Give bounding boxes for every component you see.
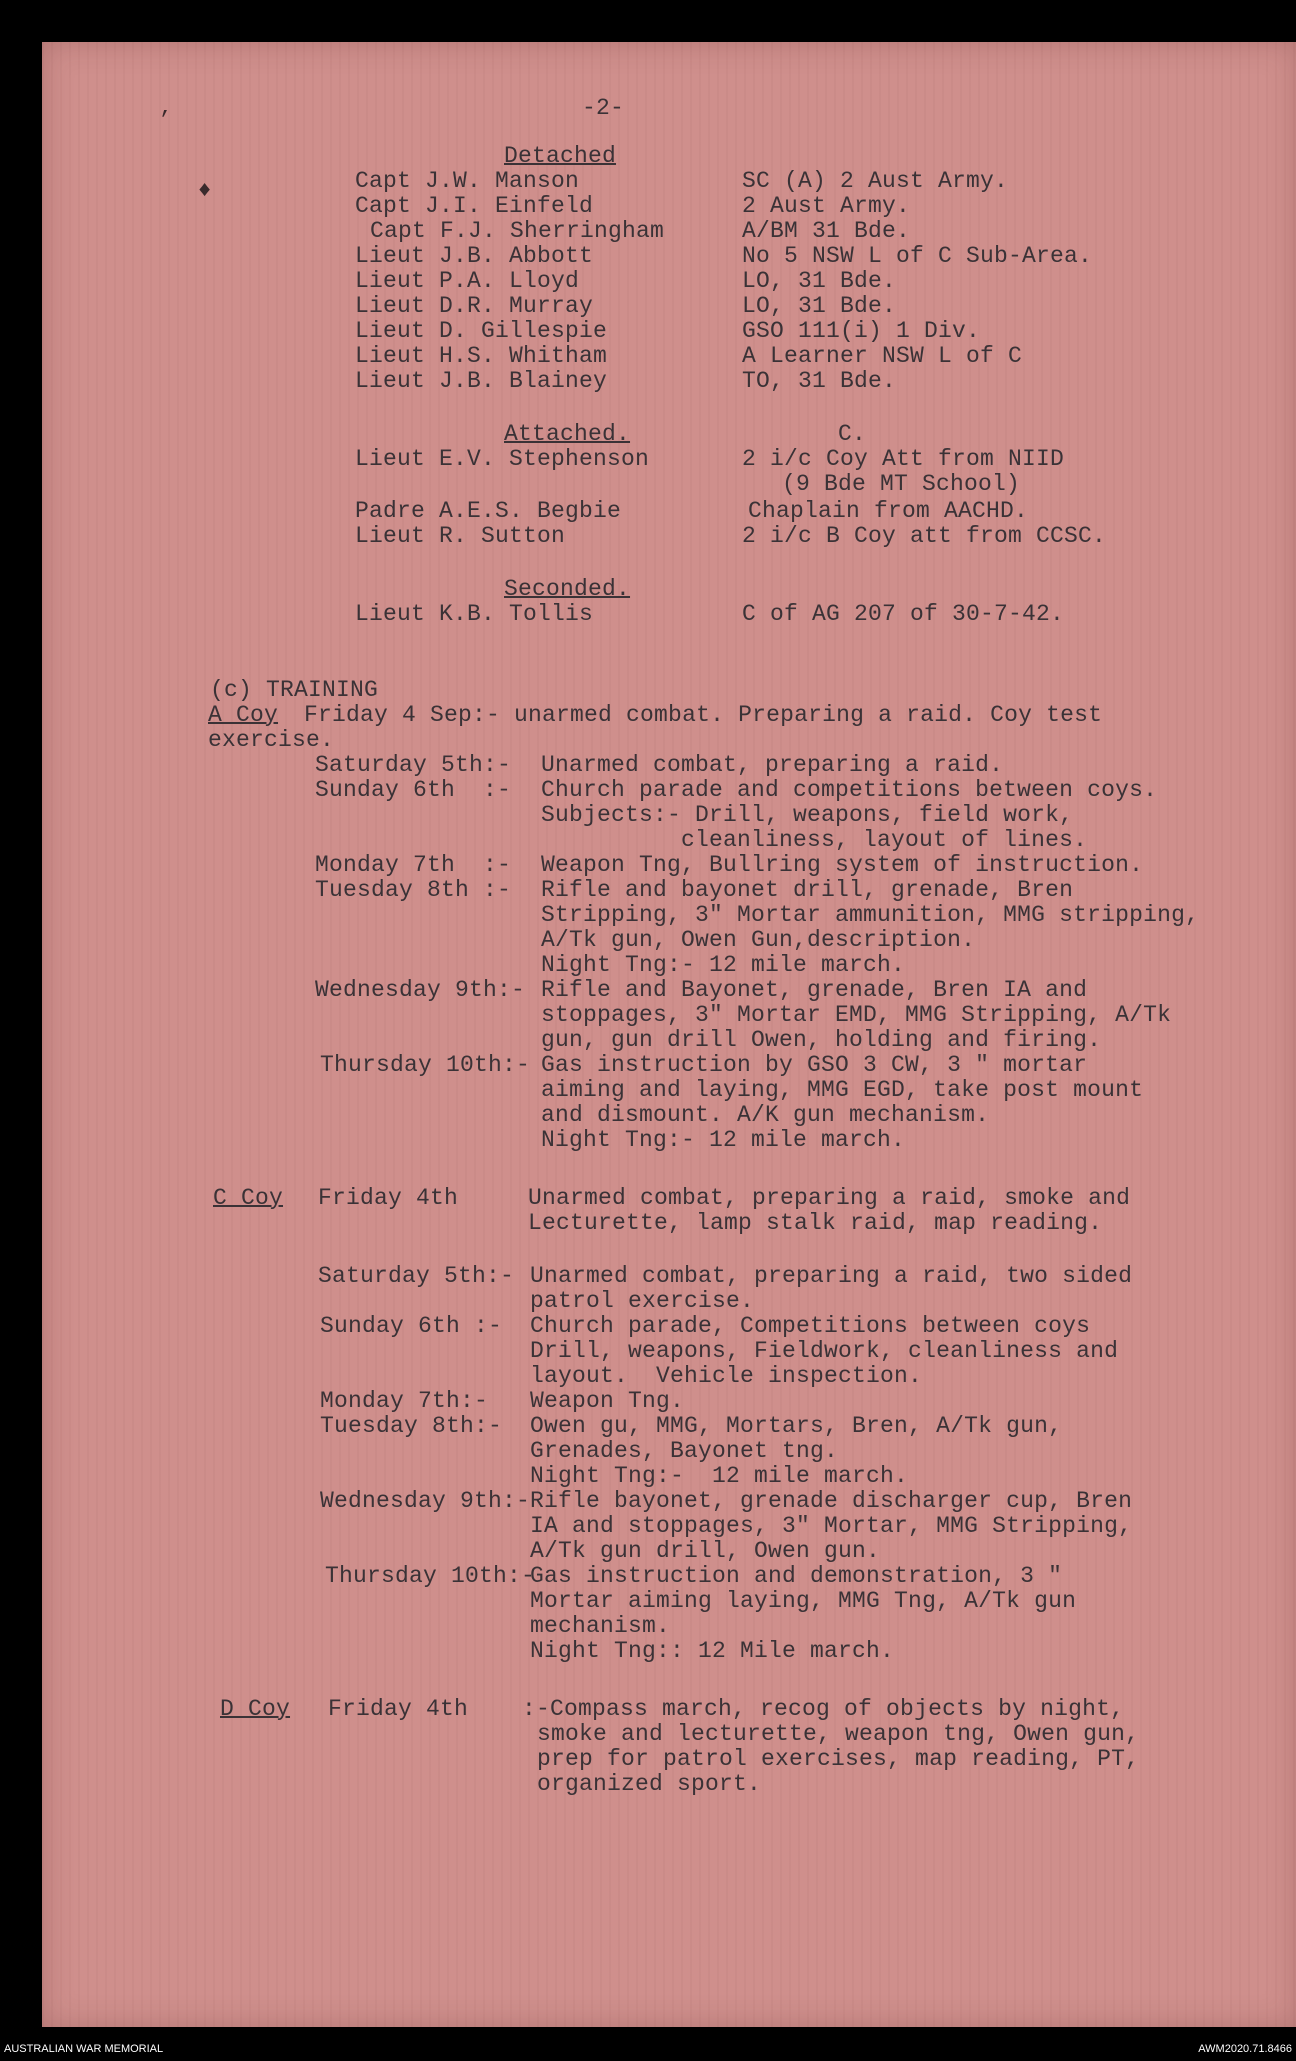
c-coy-text: Night Tng:: 12 Mile march. [530, 1638, 895, 1664]
footer-institution: AUSTRALIAN WAR MEMORIAL [4, 2043, 164, 2055]
detached-role: LO, 31 Bde. [742, 293, 897, 319]
detached-role: No 5 NSW L of C Sub-Area. [742, 243, 1093, 269]
a-coy-day: Sunday 6th :- [315, 777, 512, 803]
detached-name: Lieut J.B. Abbott [355, 243, 594, 269]
a-coy-text: gun, gun drill Owen, holding and firing. [541, 1027, 1102, 1053]
c-coy-text: Weapon Tng. [530, 1388, 685, 1414]
detached-name: Capt J.I. Einfeld [355, 193, 594, 219]
detached-role: TO, 31 Bde. [742, 368, 897, 394]
detached-role: GSO 111(i) 1 Div. [742, 318, 981, 344]
c-coy-day: Monday 7th:- [320, 1388, 489, 1414]
c-coy-text: Owen gu, MMG, Mortars, Bren, A/Tk gun, [530, 1413, 1063, 1439]
detached-role: A/BM 31 Bde. [742, 218, 911, 244]
a-coy-text: Subjects:- Drill, weapons, field work, [541, 802, 1074, 828]
detached-role: SC (A) 2 Aust Army. [742, 168, 1009, 194]
detached-name: Capt F.J. Sherringham [370, 218, 665, 244]
c-coy-text: Mortar aiming laying, MMG Tng, A/Tk gun [530, 1588, 1077, 1614]
attached-role-continued: (9 Bde MT School) [782, 471, 1021, 497]
c-coy-text: Church parade, Competitions between coys [530, 1313, 1091, 1339]
d-coy-label: D Coy [220, 1696, 291, 1722]
detached-role: 2 Aust Army. [742, 193, 911, 219]
c-coy-text: IA and stoppages, 3" Mortar, MMG Stripping, [530, 1513, 1133, 1539]
d-coy-text: smoke and lecturette, weapon tng, Owen gun, [537, 1721, 1140, 1747]
c-coy-label: C Coy [213, 1185, 284, 1211]
seconded-name: Lieut K.B. Tollis [355, 601, 594, 627]
a-coy-day: Monday 7th :- [315, 852, 512, 878]
a-coy-day: Saturday 5th:- [315, 752, 512, 778]
c-coy-text: Rifle bayonet, grenade discharger cup, Bren [530, 1488, 1133, 1514]
attached-heading: Attached. [504, 421, 631, 447]
attached-marker: C. [838, 421, 867, 447]
attached-role: 2 i/c Coy Att from NIID [742, 446, 1065, 472]
c-coy-text: Grenades, Bayonet tng. [530, 1438, 839, 1464]
a-coy-first-line: Friday 4 Sep:- unarmed combat. Preparing a raid. Coy test [290, 702, 1103, 728]
attached-name: Lieut E.V. Stephenson [355, 446, 650, 472]
detached-name: Lieut D. Gillespie [355, 318, 608, 344]
c-coy-day: Saturday 5th:- [318, 1263, 515, 1289]
c-coy-text: Unarmed combat, preparing a raid, smoke and [528, 1185, 1131, 1211]
c-coy-text: Drill, weapons, Fieldwork, cleanliness and [530, 1338, 1119, 1364]
a-coy-text: A/Tk gun, Owen Gun,description. [541, 927, 976, 953]
d-coy-day: Friday 4th [328, 1696, 469, 1722]
a-coy-day: Wednesday 9th:- [315, 977, 526, 1003]
a-coy-text: cleanliness, layout of lines. [541, 827, 1088, 853]
attached-role: Chaplain from AACHD. [748, 498, 1029, 524]
seconded-heading: Seconded. [504, 576, 631, 602]
a-coy-text: Gas instruction by GSO 3 CW, 3 " mortar [541, 1052, 1088, 1078]
detached-role: A Learner NSW L of C [742, 343, 1023, 369]
c-coy-text: Unarmed combat, preparing a raid, two sided [530, 1263, 1133, 1289]
c-coy-text: Gas instruction and demonstration, 3 " [530, 1563, 1063, 1589]
ink-mark: ’ [158, 108, 172, 133]
a-coy-text: and dismount. A/K gun mechanism. [541, 1102, 990, 1128]
a-coy-text: Night Tng:- 12 mile march. [541, 1127, 906, 1153]
detached-name: Lieut H.S. Whitham [355, 343, 608, 369]
attached-name: Lieut R. Sutton [355, 523, 566, 549]
d-coy-text: organized sport. [537, 1771, 762, 1797]
a-coy-text: Rifle and bayonet drill, grenade, Bren [541, 877, 1074, 903]
c-coy-text: Night Tng:- 12 mile march. [530, 1463, 909, 1489]
a-coy-text: Rifle and Bayonet, grenade, Bren IA and [541, 977, 1088, 1003]
detached-name: Capt J.W. Manson [355, 168, 580, 194]
a-coy-text: Stripping, 3" Mortar ammunition, MMG stripping, [541, 902, 1200, 928]
c-coy-text: Lecturette, lamp stalk raid, map reading. [528, 1210, 1103, 1236]
c-coy-day: Thursday 10th:- [325, 1563, 536, 1589]
a-coy-day: Thursday 10th:- [320, 1052, 531, 1078]
detached-role: LO, 31 Bde. [742, 268, 897, 294]
detached-name: Lieut P.A. Lloyd [355, 268, 580, 294]
a-coy-text: Unarmed combat, preparing a raid. [541, 752, 1004, 778]
c-coy-text: layout. Vehicle inspection. [530, 1363, 923, 1389]
c-coy-day: Tuesday 8th:- [320, 1413, 503, 1439]
a-coy-text: aiming and laying, MMG EGD, take post mount [541, 1077, 1144, 1103]
a-coy-wrap: exercise. [208, 727, 335, 753]
a-coy-text: Night Tng:- 12 mile march. [541, 952, 906, 978]
footer-accession-number: AWM2020.71.8466 [1198, 2043, 1292, 2055]
attached-name: Padre A.E.S. Begbie [355, 498, 622, 524]
seconded-role: C of AG 207 of 30-7-42. [742, 601, 1065, 627]
a-coy-label: A Coy [208, 702, 279, 728]
c-coy-text: A/Tk gun drill, Owen gun. [530, 1538, 881, 1564]
c-coy-text: mechanism. [530, 1613, 671, 1639]
c-coy-day: Sunday 6th :- [320, 1313, 503, 1339]
a-coy-text: stoppages, 3" Mortar EMD, MMG Stripping, A/Tk [541, 1002, 1172, 1028]
detached-name: Lieut J.B. Blainey [355, 368, 608, 394]
training-heading: (c) TRAINING [210, 677, 379, 703]
detached-name: Lieut D.R. Murray [355, 293, 594, 319]
a-coy-day: Tuesday 8th :- [315, 877, 512, 903]
c-coy-day: Friday 4th [318, 1185, 459, 1211]
page-number: -2- [582, 95, 625, 121]
d-coy-text: :-Compass march, recog of objects by night, [522, 1696, 1125, 1722]
c-coy-day: Wednesday 9th:- [320, 1488, 531, 1514]
c-coy-text: patrol exercise. [530, 1288, 755, 1314]
a-coy-text: Church parade and competitions between coys. [541, 777, 1158, 803]
attached-role: 2 i/c B Coy att from CCSC. [742, 523, 1107, 549]
ink-blot: ♦ [198, 178, 212, 203]
a-coy-text: Weapon Tng, Bullring system of instruction. [541, 852, 1144, 878]
detached-heading: Detached [504, 143, 617, 169]
d-coy-text: prep for patrol exercises, map reading, PT, [537, 1746, 1140, 1772]
